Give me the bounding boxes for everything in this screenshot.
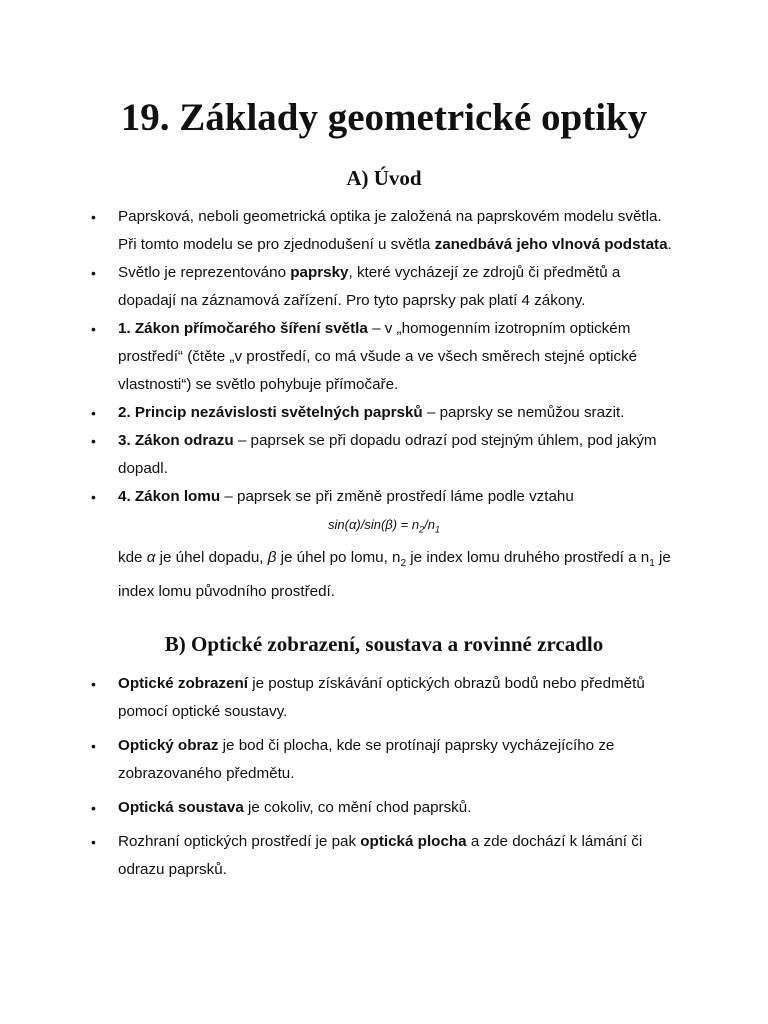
list-item xyxy=(0,828,768,884)
item-bold: Optický obraz xyxy=(118,737,219,754)
item-text: Paprsková, neboli geometrická optika je založená na paprskovém modelu světla. Při tomto modelu se pro zjednodušení u světla xyxy=(118,208,662,253)
bullet-icon: • xyxy=(91,433,96,449)
formula-explanation: kde α je úhel dopadu, β je úhel po lomu, $n_2$ je index lomu druhého prostředí a $n_1$ je index lomu původního prostředí. xyxy=(118,548,671,600)
bullet-icon: • xyxy=(91,321,96,337)
item-bold: 1. Zákon přímočarého šíření světla xyxy=(118,320,368,337)
section-b-heading: B) Optické zobrazení, soustava a rovinné zrcadlo xyxy=(164,632,604,656)
item-text: a zde dochází k lámání či odrazu paprsků. xyxy=(118,833,643,878)
list-item xyxy=(0,203,768,259)
item-text: – v „homogenním izotropním optickém prostředí“ (čtěte „v prostředí, co má všude a ve všech směrech stejné optické vlastnosti“) se světlo pohybuje přímočaře. xyxy=(118,320,638,393)
list-item xyxy=(0,670,768,726)
list-item xyxy=(0,315,768,399)
item-text: je bod či plocha, kde se protínají paprsky vycházejícího ze zobrazovaného předmětu. xyxy=(118,737,615,782)
item-text: Rozhraní optických prostředí je pak xyxy=(118,833,361,850)
bullet-icon: • xyxy=(91,834,96,850)
section-b-list xyxy=(0,670,768,890)
bullet-icon: • xyxy=(91,209,96,225)
item-text: – paprsky se nemůžou srazit. xyxy=(422,404,625,421)
bullet-icon: • xyxy=(91,405,96,421)
item-bold: 4. Zákon lomu xyxy=(118,488,221,505)
bullet-icon: • xyxy=(91,489,96,505)
page-title: 19. Základy geometrické optiky xyxy=(120,96,648,139)
item-text: . xyxy=(667,236,672,253)
section-a-heading: A) Úvod xyxy=(346,166,422,190)
list-item xyxy=(0,399,768,427)
list-item xyxy=(0,483,768,606)
item-text: je cokoliv, co mění chod paprsků. xyxy=(243,799,472,816)
list-item xyxy=(0,259,768,315)
item-text: , které vycházejí ze zdrojů či předmětů a dopadají na záznamová zařízení. Pro tyto paprsky pak platí 4 zákony. xyxy=(118,264,621,309)
list-item xyxy=(0,427,768,483)
list-item xyxy=(0,732,768,788)
bullet-icon: • xyxy=(91,265,96,281)
refraction-formula: $\sin(\alpha)/\sin(\beta) = n_2/n_1$ xyxy=(328,517,440,535)
item-bold: 3. Zákon odrazu xyxy=(118,432,234,449)
list-item xyxy=(0,794,768,822)
item-bold: zanedbává jeho vlnová podstata xyxy=(434,236,668,253)
item-text: je postup získávání optických obrazů bodů nebo předmětů pomocí optické soustavy. xyxy=(118,675,645,720)
item-text: Světlo je reprezentováno xyxy=(118,264,291,281)
item-bold: 2. Princip nezávislosti světelných paprsků xyxy=(118,404,423,421)
item-bold: Optická soustava xyxy=(118,799,244,816)
item-bold: paprsky xyxy=(290,264,349,281)
item-bold: Optické zobrazení xyxy=(118,675,248,692)
bullet-icon: • xyxy=(91,738,96,754)
bullet-icon: • xyxy=(91,676,96,692)
item-text: – paprsek se při změně prostředí láme podle vztahu xyxy=(220,488,574,505)
item-bold: optická plocha xyxy=(360,833,467,850)
section-a-list xyxy=(0,203,768,606)
bullet-icon: • xyxy=(91,800,96,816)
item-text: – paprsek se při dopadu odrazí pod stejným úhlem, pod jakým dopadl. xyxy=(118,432,657,477)
